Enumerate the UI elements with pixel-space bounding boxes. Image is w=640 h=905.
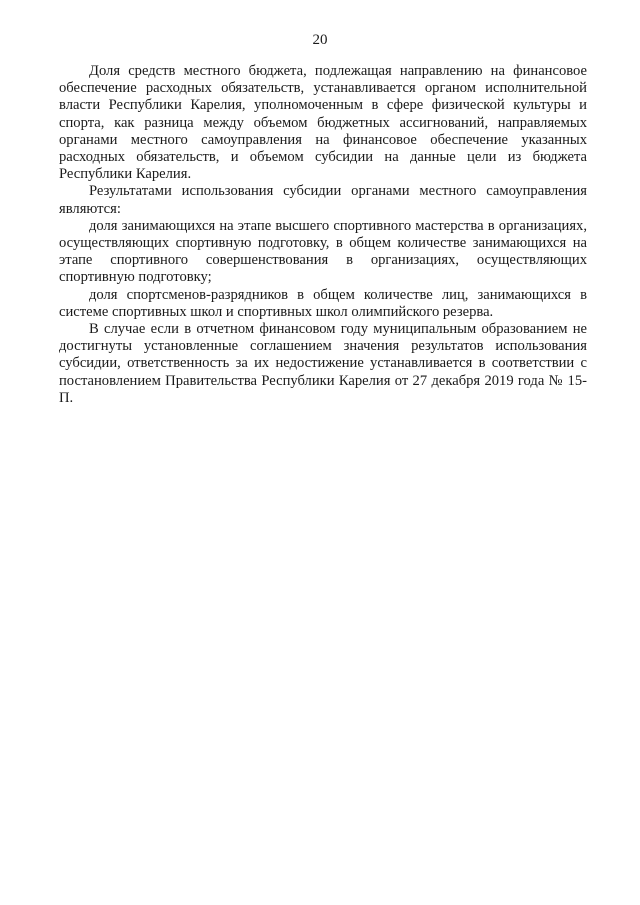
page-number: 20 [312, 32, 328, 48]
paragraph-result-higher-mastery: доля занимающихся на этапе высшего спортивного мастерства в организациях, осуществляющих спортивную подготовку, в общем количестве занимающихся на этапе спортивного совершенствования в организациях, осуществляющих спортивную подготовку; [59, 217, 587, 286]
paragraph-responsibility: В случае если в отчетном финансовом году муниципальным образованием не достигнуты установленные соглашением значения результатов использования субсидии, ответственность за их недостижение устанавливается в соответствии с постановлением Правительства Республики Карелия от 27 декабря 2019 года № 15-П. [59, 321, 587, 406]
document-body [59, 63, 587, 407]
paragraph-budget-share: Доля средств местного бюджета, подлежащая направлению на финансовое обеспечение расходных обязательств, устанавливается органом исполнительной власти Республики Карелия, уполномоченным в сфере физической культуры и спорта, как разница между объемом бюджетных ассигнований, направляемых органами местного самоуправления на финансовое обеспечение указанных расходных обязательств, и объемом субсидии на данные цели из бюджета Республики Карелия. [59, 63, 587, 183]
paragraph-results-intro: Результатами использования субсидии органами местного самоуправления являются: [59, 183, 587, 217]
paragraph-result-ranked-athletes: доля спортсменов-разрядников в общем количестве лиц, занимающихся в системе спортивных школ и спортивных школ олимпийского резерва. [59, 286, 587, 320]
